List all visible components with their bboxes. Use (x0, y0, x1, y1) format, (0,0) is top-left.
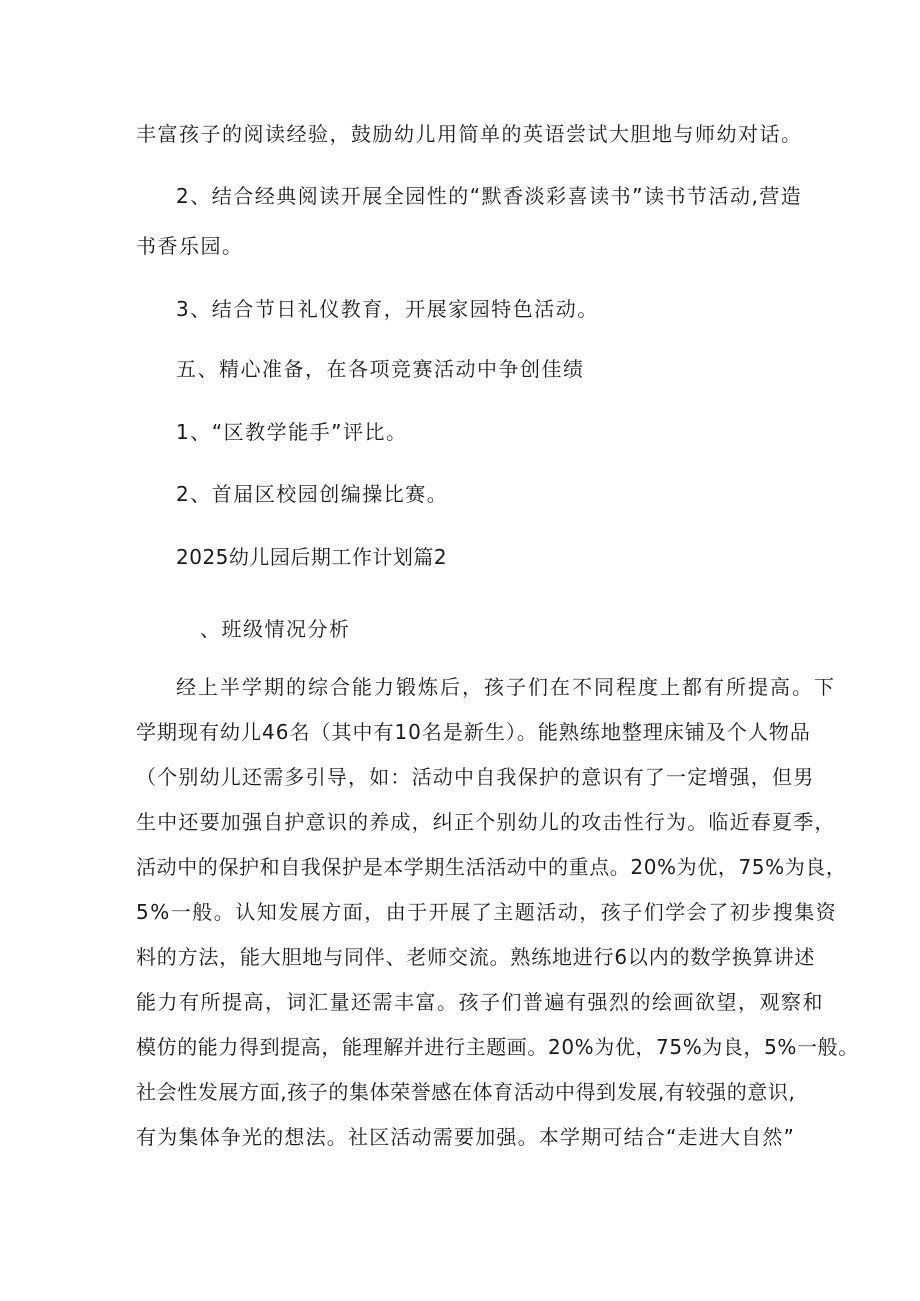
analysis-line-5: 活动中的保护和自我保护是本学期生活活动中的重点。20%为优，75%为良， (136, 855, 847, 879)
analysis-line-7: 料的方法，能大胆地与同伴、老师交流。熟练地进行6以内的数学换算讲述 (136, 945, 816, 969)
analysis-line-8: 能力有所提高，词汇量还需丰富。孩子们普遍有强烈的绘画欲望，观察和 (136, 990, 824, 1014)
list-item-2-line-1: 2、结合经典阅读开展全园性的“默香淡彩喜读书”读书节活动,营造 (176, 184, 803, 208)
analysis-line-6: 5%一般。认知发展方面，由于开展了主题活动，孩子们学会了初步搜集资 (136, 900, 838, 924)
competition-item-1: 1、“区教学能手”评比。 (176, 420, 408, 444)
analysis-line-3: （个别幼儿还需多引导，如：活动中自我保护的意识有了一定增强，但男 (136, 765, 815, 789)
competition-item-2: 2、首届区校园创编操比赛。 (176, 482, 449, 506)
analysis-line-2: 学期现有幼儿46名（其中有10名是新生）。能熟练地整理床铺及个人物品 (136, 720, 811, 744)
plan-title: 2025幼儿园后期工作计划篇2 (176, 545, 448, 569)
analysis-line-1: 经上半学期的综合能力锻炼后，孩子们在不同程度上都有所提高。下 (176, 675, 836, 699)
paragraph-line-continuation: 丰富孩子的阅读经验，鼓励幼儿用简单的英语尝试大胆地与师幼对话。 (136, 122, 803, 146)
analysis-line-11: 有为集体争光的想法。社区活动需要加强。本学期可结合“走进大自然” (136, 1125, 796, 1149)
list-item-3: 3、结合节日礼仪教育，开展家园特色活动。 (176, 297, 599, 321)
analysis-line-9: 模仿的能力得到提高，能理解并进行主题画。20%为优，75%为良，5%一般。 (136, 1035, 859, 1059)
class-analysis-heading: 、班级情况分析 (200, 617, 351, 641)
section-heading-5: 五、精心准备，在各项竞赛活动中争创佳绩 (176, 357, 585, 381)
analysis-line-10: 社会性发展方面,孩子的集体荣誉感在体育活动中得到发展,有较强的意识, (136, 1080, 796, 1104)
analysis-line-4: 生中还要加强自护意识的养成，纠正个别幼儿的攻击性行为。临近春夏季， (136, 810, 836, 834)
list-item-2-line-2: 书香乐园。 (136, 234, 244, 258)
